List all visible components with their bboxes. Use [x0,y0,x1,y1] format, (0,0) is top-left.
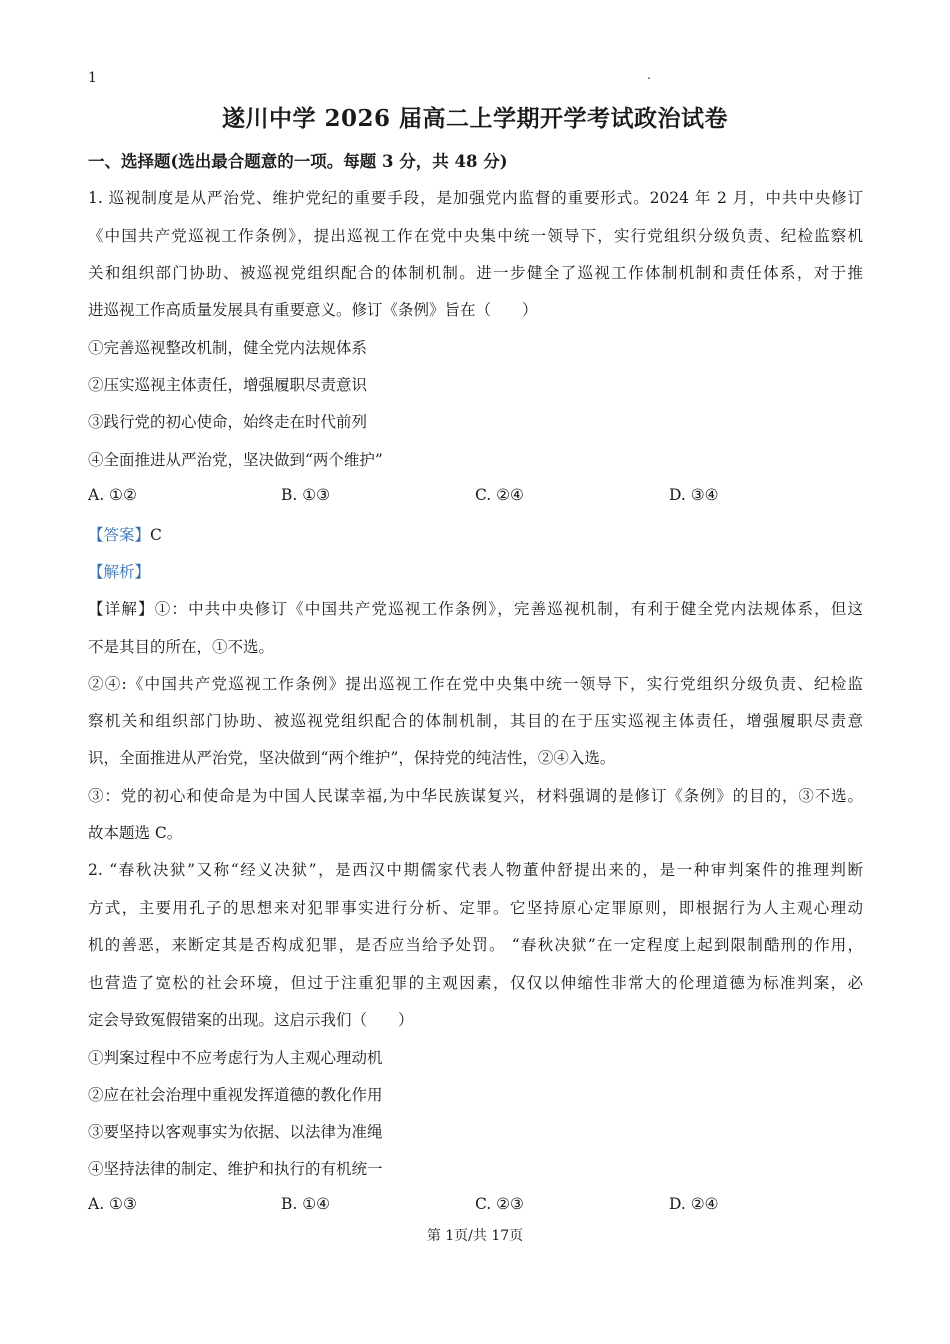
q2-stem-line: 方式，主要用孔子的思想来对犯罪事实进行分析、定罪。它坚持原心定罪原则，即根据行为人主观心理动 [88,899,863,917]
q1-detail-line: 不是其目的所在，①不选。 [88,638,275,656]
q1-stem-line: 进巡视工作高质量发展具有重要意义。修订《条例》旨在（ ） [88,301,538,319]
q1-option-b: B. ①③ [281,486,331,504]
q2-option-d: D. ②④ [669,1195,719,1213]
q1-detail-line: 故本题选 C。 [88,824,183,842]
corner-dot: . [647,68,651,82]
q1-statement: ③践行党的初心使命，始终走在时代前列 [88,413,368,431]
q1-option-a: A. ①② [88,486,137,504]
q1-option-d: D. ③④ [669,486,719,504]
answer-value: C [150,526,162,544]
exam-title: 遂川中学 2026 届高二上学期开学考试政治试卷 [221,105,729,132]
q1-detail-line: 【详解】①：中共中央修订《中国共产党巡视工作条例》，完善巡视机制，有利于健全党内法规体系，但这 [88,600,863,618]
q2-statement: ④坚持法律的制定、维护和执行的有机统一 [88,1160,383,1178]
q1-detail-line: ②④:《中国共产党巡视工作条例》提出巡视工作在党中央集中统一领导下，实行党组织分级负责、纪检监 [88,675,863,693]
q1-detail-line: ③：党的初心和使命是为中国人民谋幸福,为中华民族谋复兴，材料强调的是修订《条例》的目的，③不选。 [88,787,863,805]
q1-stem-line: 《中国共产党巡视工作条例》，提出巡视工作在党中央集中统一领导下，实行党组织分级负责、纪检监察机 [88,227,863,245]
q1-stem-line: 关和组织部门协助、被巡视党组织配合的体制机制。进一步健全了巡视工作体制机制和责任体系，对于推 [88,264,863,282]
q2-statement: ③要坚持以客观事实为依据、以法律为准绳 [88,1123,383,1141]
page-footer: 第 1页/共 17页 [426,1228,524,1244]
q1-statement: ④全面推进从严治党，坚决做到“两个维护” [88,451,383,469]
q2-statement: ①判案过程中不应考虑行为人主观心理动机 [88,1049,383,1067]
q1-option-c: C. ②④ [475,486,524,504]
q2-option-c: C. ②③ [475,1195,524,1213]
q1-analysis-tag: 【解析】 [88,563,151,581]
q2-stem-line: 定会导致冤假错案的出现。这启示我们（ ） [88,1011,414,1029]
q1-statement: ①完善巡视整改机制，健全党内法规体系 [88,339,368,357]
q1-statement: ②压实巡视主体责任，增强履职尽责意识 [88,376,368,394]
q1-answer [88,523,162,545]
corner-page-number: 1 [88,70,97,86]
q2-stem-line: 机的善恶，来断定其是否构成犯罪，是否应当给予处罚。 “春秋决狱”在一定程度上起到限制酷刑的作用， [88,936,863,954]
q2-option-b: B. ①④ [281,1195,331,1213]
q2-statement: ②应在社会治理中重视发挥道德的教化作用 [88,1086,383,1104]
q1-stem-line: 1. 巡视制度是从严治党、维护党纪的重要手段，是加强党内监督的重要形式。2024 年 2 月，中共中央修订 [88,189,863,207]
q2-stem-line: 也营造了宽松的社会环境，但过于注重犯罪的主观因素，仅仅以伸缩性非常大的伦理道德为标准判案，必 [88,974,863,992]
q2-stem-line: 2. “春秋决狱”又称“经义决狱”，是西汉中期儒家代表人物董仲舒提出来的，是一种审判案件的推理判断 [88,861,863,879]
section-heading: 一、选择题(选出最合题意的一项。每题 3 分，共 48 分) [88,152,508,171]
answer-tag: 【答案】 [88,526,151,544]
q1-detail-line: 识，全面推进从严治党，坚决做到“两个维护”，保持党的纯洁性，②④入选。 [88,749,616,767]
q1-detail-line: 察机关和组织部门协助、被巡视党组织配合的体制机制，其目的在于压实巡视主体责任，增强履职尽责意 [88,712,863,730]
q2-option-a: A. ①③ [88,1195,137,1213]
